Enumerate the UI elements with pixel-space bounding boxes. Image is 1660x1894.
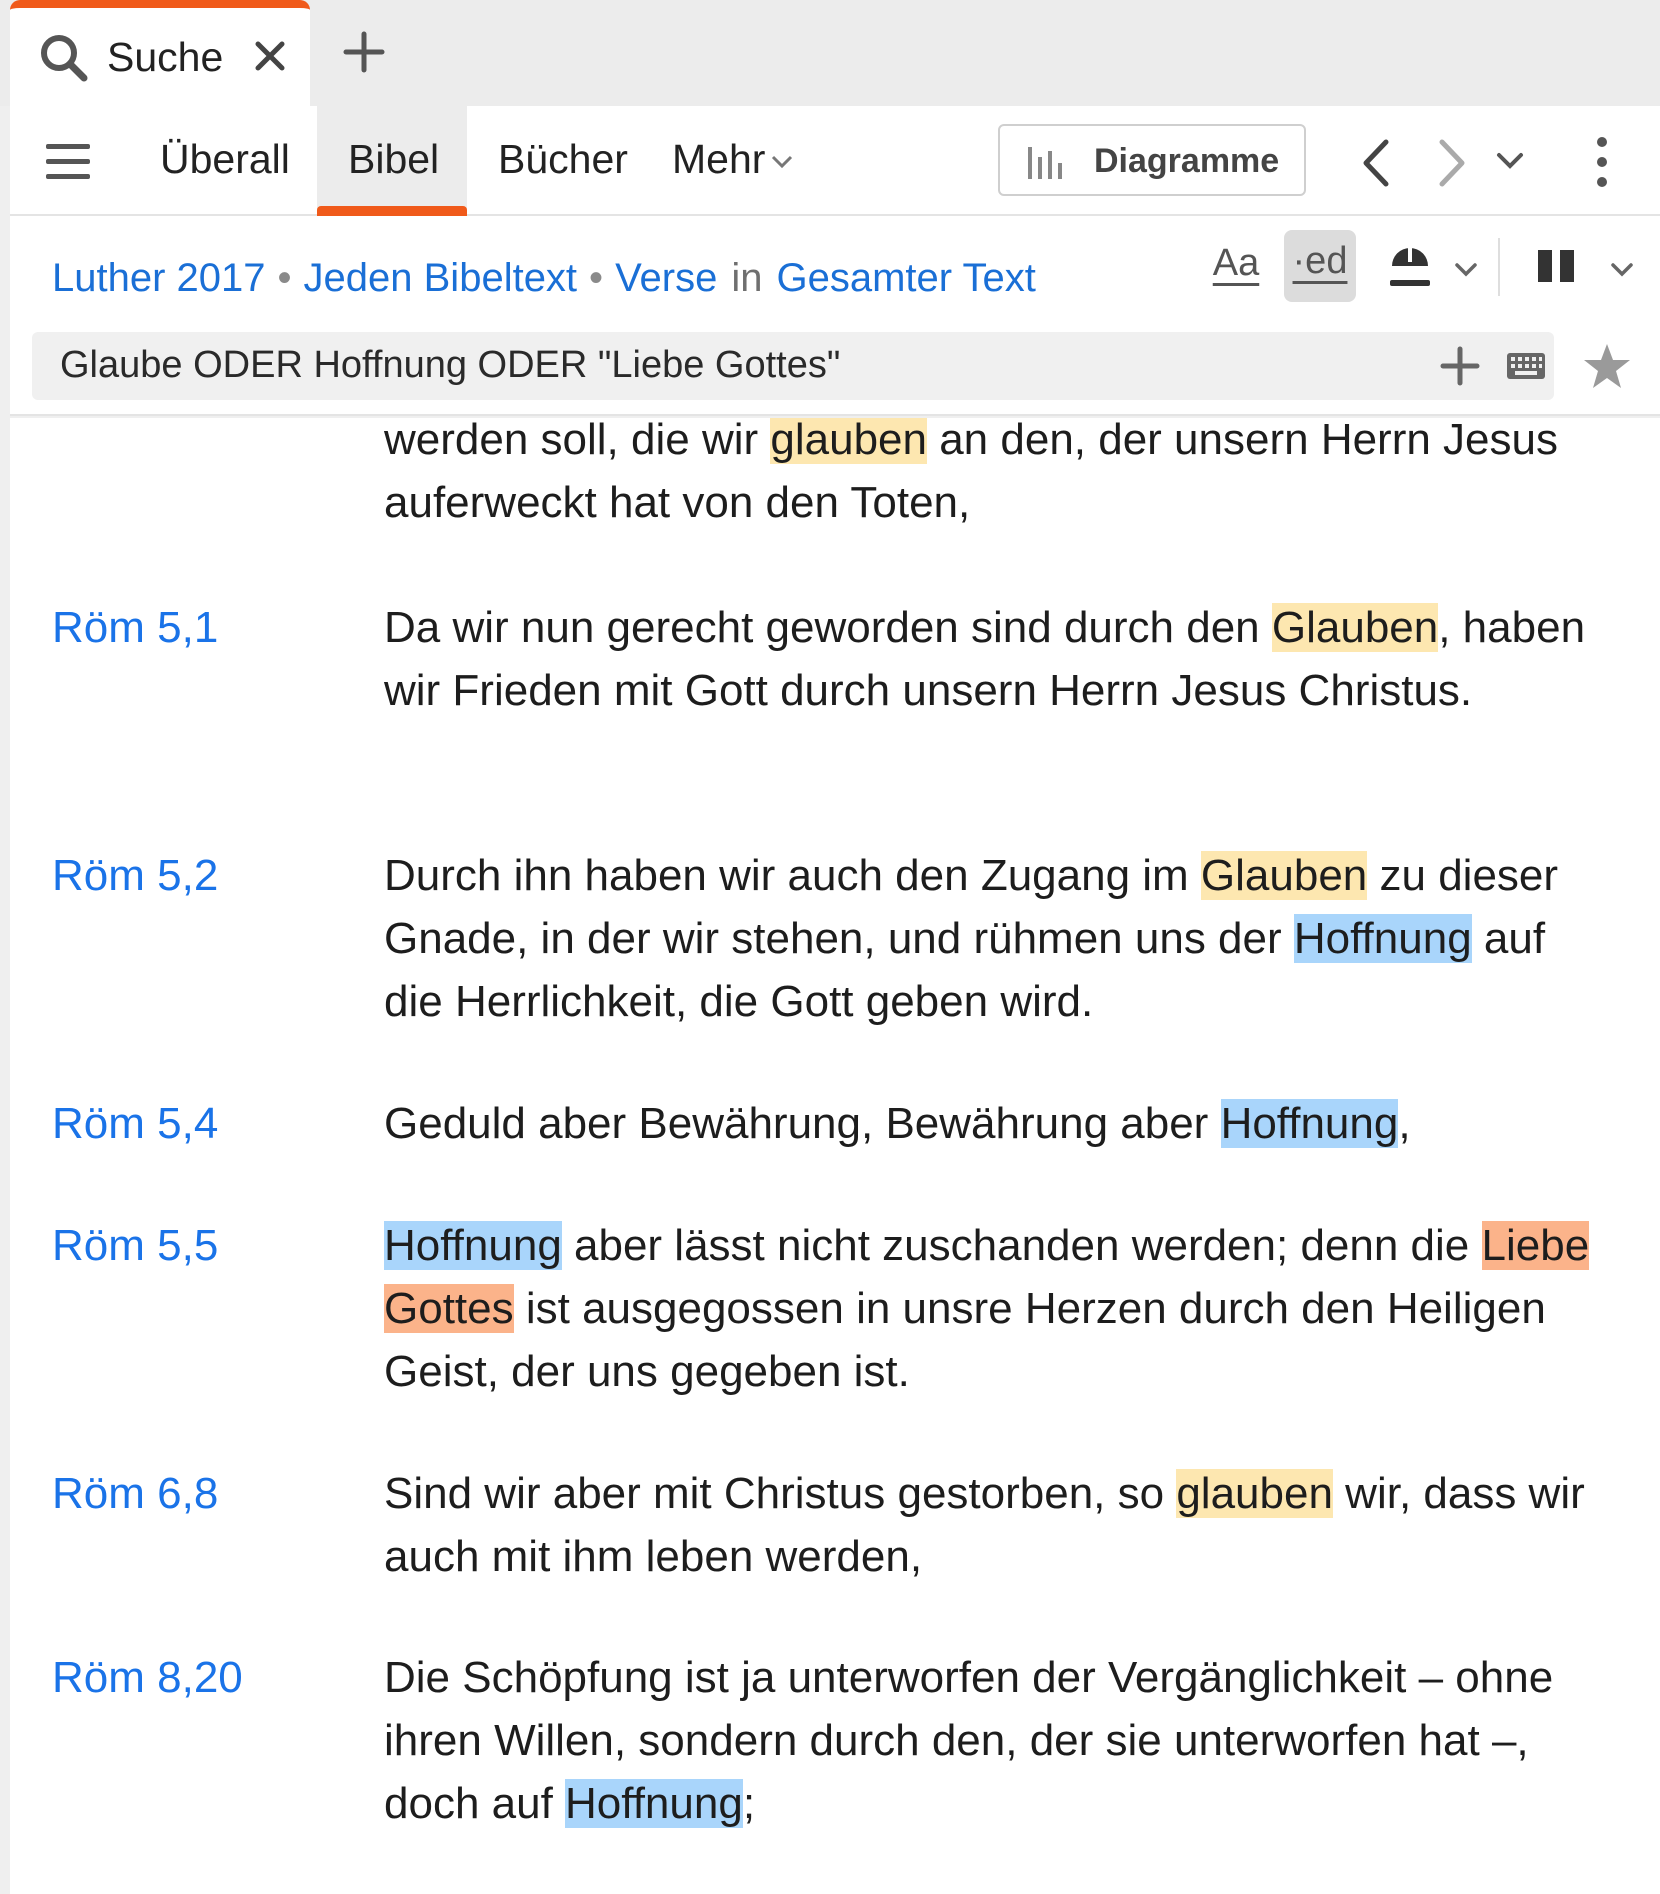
verse-text-segment: zu dieser Gnade, in der wir stehen, und rühmen uns der	[384, 851, 1559, 963]
search-hit-highlight: Hoffnung	[1293, 914, 1472, 963]
tab-ueberall[interactable]: Überall	[160, 136, 290, 182]
tab-search[interactable]	[10, 0, 310, 106]
diagrams-label: Diagramme	[1094, 142, 1280, 180]
verse-text	[384, 1214, 1604, 1403]
separator-dot: •	[277, 256, 292, 300]
search-hit-highlight: Glauben	[1271, 603, 1439, 652]
verse-reference-link[interactable]: Röm 5,5	[52, 1221, 219, 1270]
bible-version-link[interactable]: Luther 2017	[52, 256, 266, 300]
bar-chart-icon	[1026, 143, 1070, 179]
verse-text-segment: an den, der unsern Herrn Jesus auferweckt hat von den Toten,	[384, 418, 1559, 527]
verse-text-segment: werden soll, die wir	[384, 418, 771, 464]
font-size-button[interactable]: Aa	[1212, 242, 1260, 284]
search-hit-highlight: Glauben	[1200, 851, 1368, 900]
add-term-plus-icon[interactable]	[1440, 346, 1480, 386]
verse-text-segment: Sind wir aber mit Christus gestorben, so	[384, 1469, 1177, 1518]
tab-buecher[interactable]: Bücher	[498, 136, 628, 182]
highlight-ink-icon[interactable]	[1386, 240, 1434, 292]
result-unit-link[interactable]: Verse	[615, 256, 718, 300]
tab-bibel[interactable]: Bibel	[348, 136, 440, 182]
separator-dot: •	[589, 256, 604, 300]
verse-reference-link[interactable]: Röm 5,4	[52, 1099, 219, 1148]
verse-text-segment: Geduld aber Bewährung, Bewährung aber	[384, 1099, 1221, 1148]
close-icon[interactable]	[250, 36, 290, 76]
more-vertical-icon[interactable]	[1594, 136, 1610, 188]
search-icon	[36, 30, 92, 86]
verse-text	[384, 1646, 1604, 1835]
search-results-list	[10, 418, 1660, 1894]
forward-arrow-icon[interactable]	[1436, 138, 1468, 188]
chevron-down-icon[interactable]	[1610, 262, 1634, 278]
in-label: in	[731, 256, 763, 300]
verse-reference-link[interactable]: Röm 8,20	[52, 1653, 243, 1702]
search-toolbar	[10, 106, 1660, 216]
inflections-toggle-button[interactable]: ·ed	[1284, 230, 1356, 302]
divider	[1498, 238, 1500, 296]
chevron-down-icon[interactable]	[1454, 262, 1478, 278]
verse-text	[384, 418, 1604, 534]
verse-text-segment: , haben wir Frieden mit Gott durch unsern Herrn Jesus Christus.	[384, 603, 1586, 715]
search-hit-highlight: Hoffnung	[565, 1779, 743, 1828]
verse-text-segment: Da wir nun gerecht geworden sind durch den	[384, 603, 1272, 652]
range-link[interactable]: Gesamter Text	[776, 256, 1036, 300]
new-tab-plus-icon[interactable]	[342, 30, 386, 74]
back-arrow-icon[interactable]	[1360, 138, 1392, 188]
verse-text-segment: ;	[742, 1779, 756, 1828]
verse-text-segment: Die Schöpfung ist ja unterworfen der Vergänglichkeit – ohne ihren Willen, sondern durch den, der sie unterworfen hat –, doch auf	[384, 1653, 1554, 1828]
columns-icon[interactable]	[1536, 246, 1576, 286]
tab-mehr[interactable]	[672, 136, 793, 183]
verse-reference-link[interactable]: Röm 5,2	[52, 851, 219, 900]
verse-text-segment: aber lässt nicht zuschanden werden; denn die	[561, 1221, 1482, 1270]
verse-text	[384, 844, 1604, 1033]
text-scope-link[interactable]: Jeden Bibeltext	[303, 256, 578, 300]
search-hit-highlight: Hoffnung	[1220, 1099, 1399, 1148]
search-hit-highlight: Hoffnung	[384, 1221, 562, 1270]
verse-reference-link[interactable]: Röm 5,1	[52, 603, 219, 652]
verse-reference-link[interactable]: Röm 6,8	[52, 1469, 219, 1518]
tab-mehr-label: Mehr	[672, 136, 766, 182]
search-scope-breadcrumb	[52, 256, 1036, 301]
search-options	[10, 216, 1660, 416]
verse-text	[384, 596, 1604, 722]
verse-text-segment: Durch ihn haben wir auch den Zugang im	[384, 851, 1201, 900]
chevron-down-icon	[771, 155, 793, 169]
history-chevron-down-icon[interactable]	[1496, 152, 1524, 170]
star-favorite-icon[interactable]	[1582, 342, 1632, 390]
search-input[interactable]	[32, 332, 1554, 400]
verse-text-segment: ist ausgegossen in unsre Herzen durch den Heiligen Geist, der uns gegeben ist.	[384, 1284, 1546, 1396]
keyboard-icon[interactable]	[1506, 352, 1546, 380]
verse-text-segment: auf die Herrlichkeit, die Gott geben wird.	[384, 914, 1546, 1026]
tab-title: Suche	[107, 34, 224, 80]
search-hit-highlight: Liebe Gottes	[384, 1221, 1590, 1333]
hamburger-menu-icon[interactable]	[44, 140, 92, 184]
active-tab-indicator	[317, 206, 467, 216]
diagrams-button[interactable]	[998, 124, 1306, 196]
search-hit-highlight: glauben	[1176, 1469, 1333, 1518]
verse-text	[384, 1092, 1604, 1155]
verse-text	[384, 1462, 1604, 1588]
search-query-text: Glaube ODER Hoffnung ODER "Liebe Gottes"	[60, 344, 841, 386]
verse-text-segment: ,	[1398, 1099, 1411, 1148]
tab-bar	[0, 0, 1660, 106]
verse-text-segment: wir, dass wir auch mit ihm leben werden,	[384, 1469, 1585, 1581]
search-hit-highlight: glauben	[770, 418, 927, 464]
